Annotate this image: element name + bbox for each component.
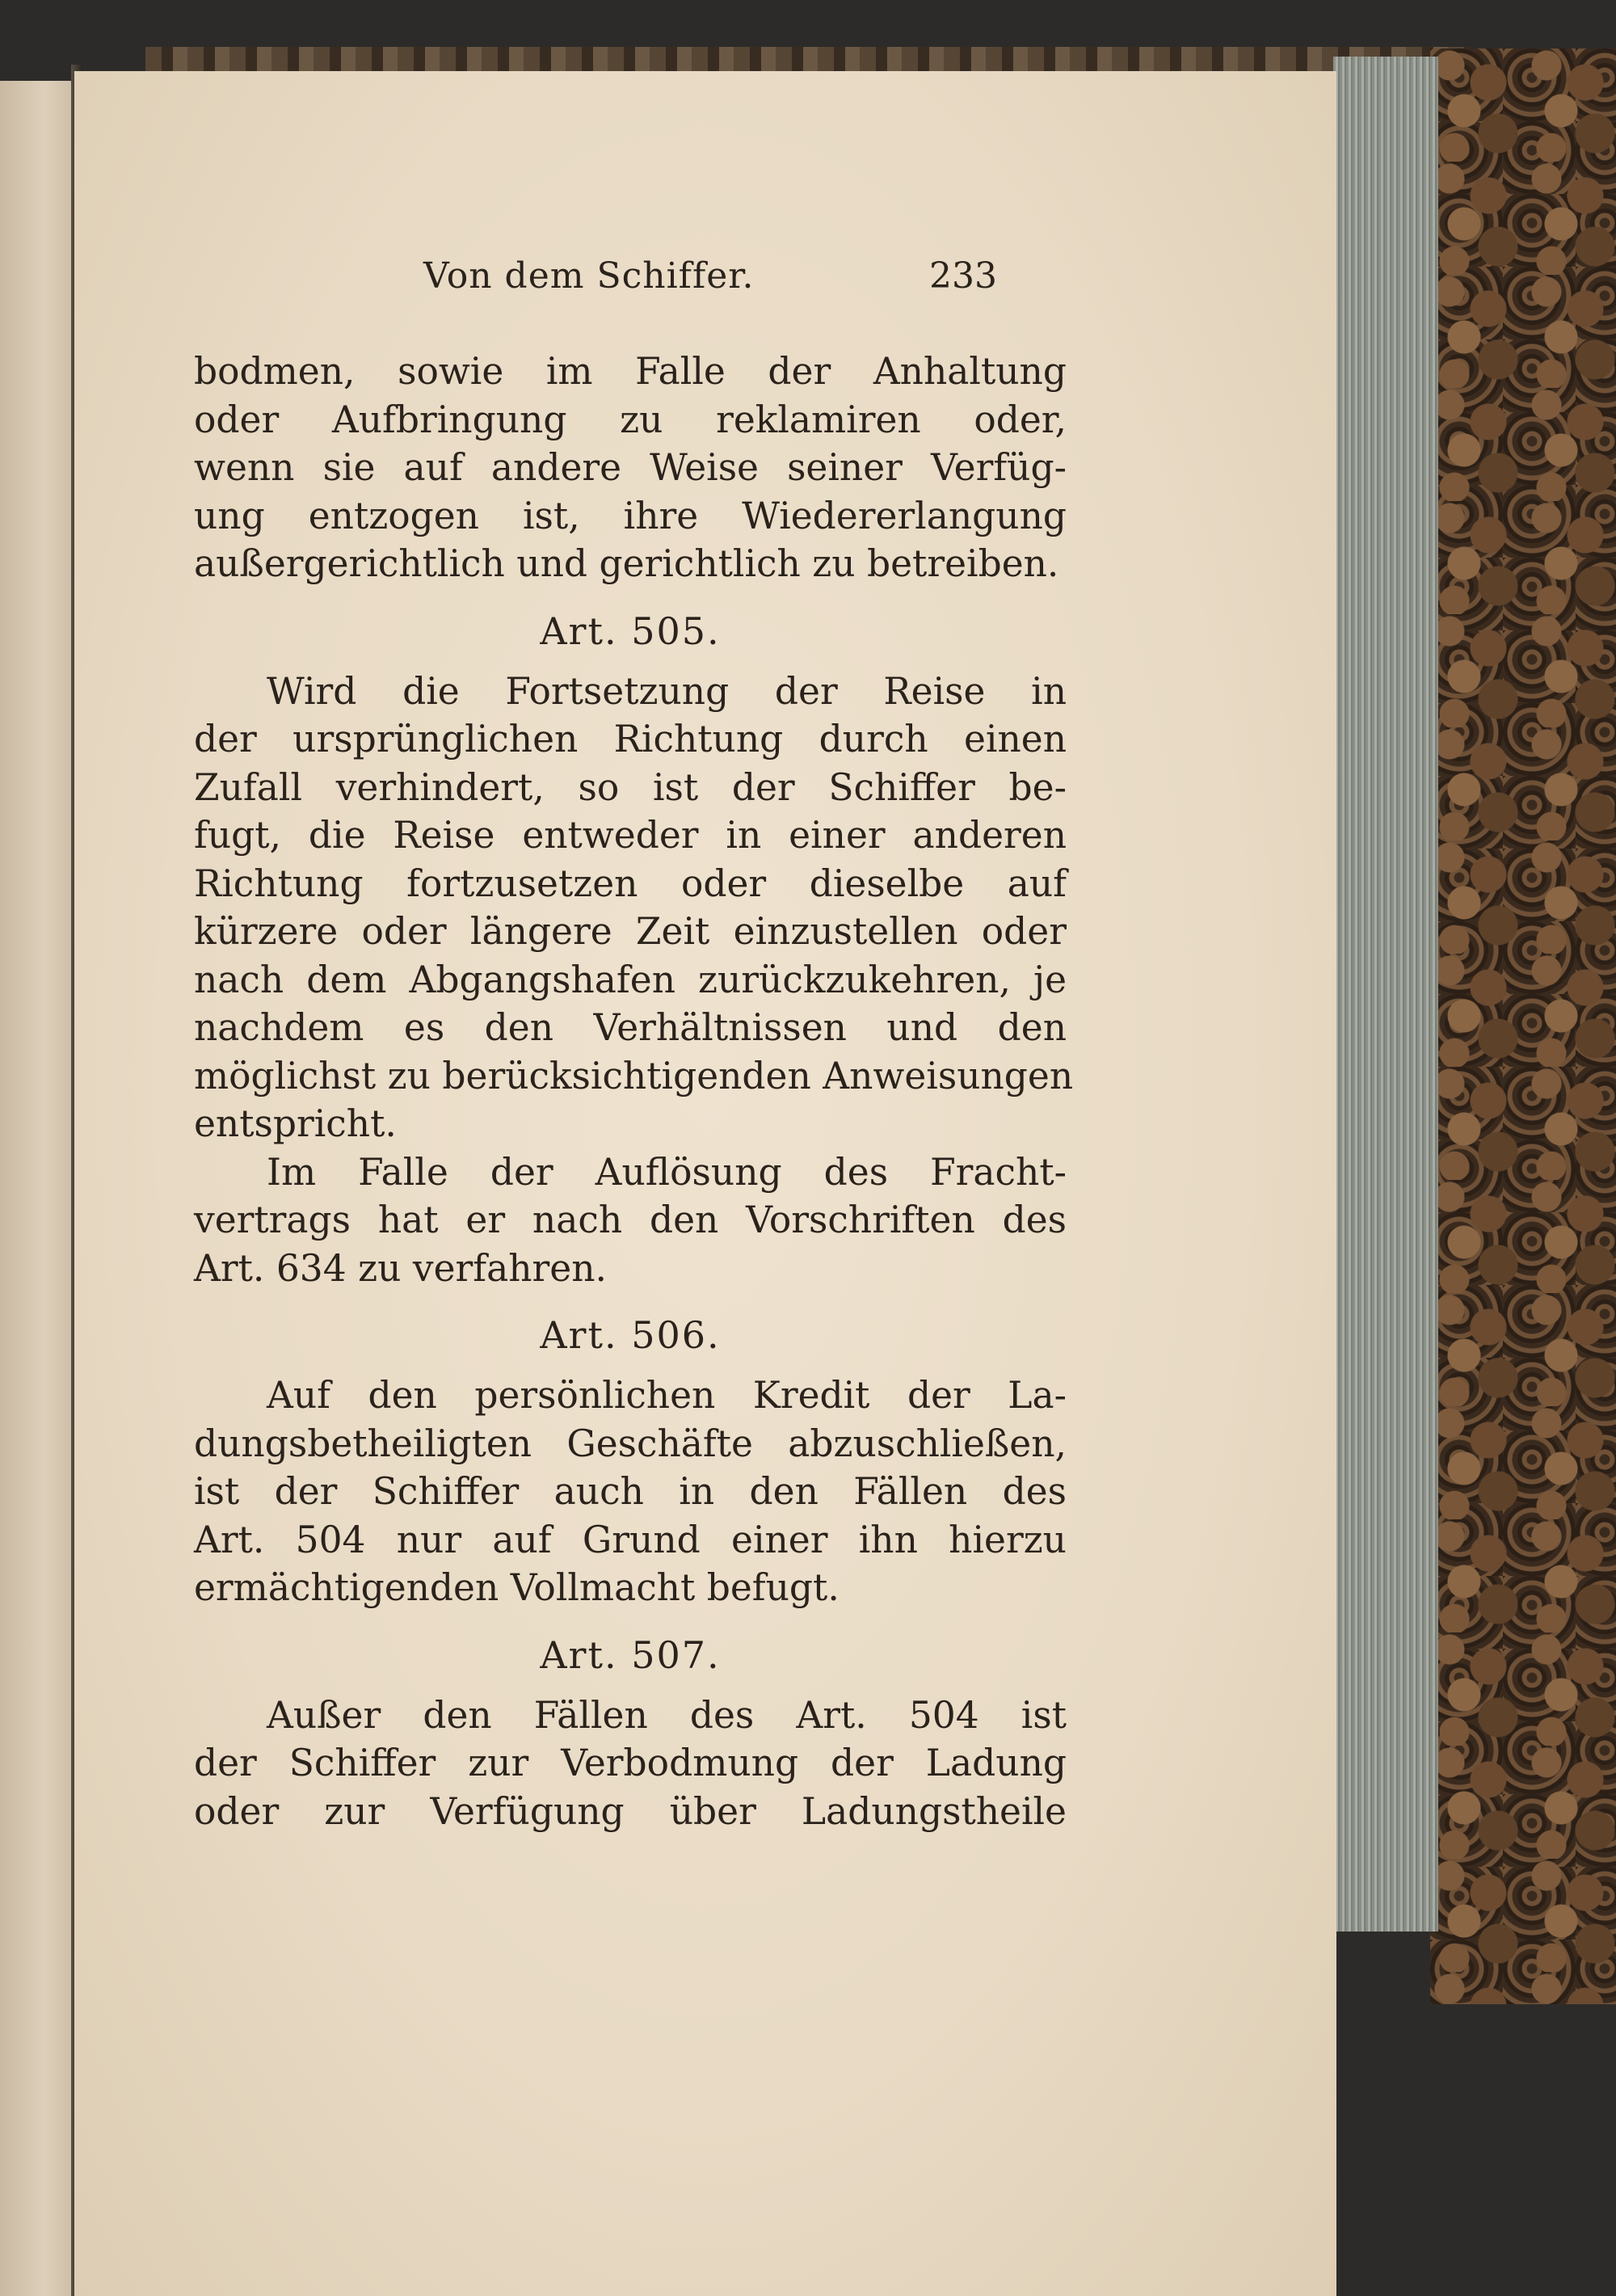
text-line: Im Falle der Auflösung des Fracht- xyxy=(267,1150,1067,1194)
book-page xyxy=(74,71,1336,2296)
body-text xyxy=(194,348,1074,1835)
text-line: kürzere oder längere Zeit einzustellen oder xyxy=(194,910,1067,953)
article-heading-506: Art. 506. xyxy=(540,1313,721,1357)
running-head xyxy=(74,255,1336,312)
text-line: ung entzogen ist, ihre Wiedererlangung xyxy=(194,494,1067,537)
page-edges xyxy=(1333,57,1438,1932)
text-line: Art. 504 nur auf Grund einer ihn hierzu xyxy=(194,1518,1067,1561)
text-line: bodmen, sowie im Falle der Anhaltung xyxy=(194,350,1067,393)
text-line: Art. 634 zu verfahren. xyxy=(194,1246,607,1290)
text-line: der Schiffer zur Verbodmung der Ladung xyxy=(194,1742,1067,1784)
text-line: Wird die Fortsetzung der Reise in xyxy=(267,669,1067,713)
text-line: Auf den persönlichen Kredit der La- xyxy=(267,1374,1067,1417)
text-line: nachdem es den Verhältnissen und den xyxy=(194,1006,1067,1049)
text-line: nach dem Abgangshafen zurückzukehren, je xyxy=(194,958,1067,1001)
running-head-title: Von dem Schiffer. xyxy=(423,255,755,297)
text-line: entspricht. xyxy=(194,1102,397,1145)
article-heading-507: Art. 507. xyxy=(540,1632,721,1677)
text-line: der ursprünglichen Richtung durch einen xyxy=(194,718,1067,760)
page-number: 233 xyxy=(929,255,997,297)
text-line: möglichst zu berücksichtigenden Anweisungen xyxy=(194,1054,1074,1097)
text-line: Richtung fortzusetzen oder dieselbe auf xyxy=(194,862,1067,905)
text-line: fugt, die Reise entweder in einer anderen xyxy=(194,814,1067,857)
text-line: oder zur Verfügung über Ladungstheile xyxy=(194,1789,1067,1833)
article-heading-505: Art. 505. xyxy=(540,609,721,653)
text-line: wenn sie auf andere Weise seiner Verfüg- xyxy=(194,446,1067,489)
text-line: dungsbetheiligten Geschäfte abzuschließen, xyxy=(194,1422,1067,1465)
text-line: ist der Schiffer auch in den Fällen des xyxy=(194,1470,1067,1513)
text-line: oder Aufbringung zu reklamiren oder, xyxy=(194,398,1067,441)
text-line: vertrags hat er nach den Vorschriften des xyxy=(194,1199,1067,1241)
text-line: Außer den Fällen des Art. 504 ist xyxy=(267,1693,1067,1737)
text-line: ermächtigenden Vollmacht befugt. xyxy=(194,1566,840,1609)
text-line: außergerichtlich und gerichtlich zu betreiben. xyxy=(194,542,1059,585)
text-line: Zufall verhindert, so ist der Schiffer be- xyxy=(194,765,1067,809)
marbled-cover xyxy=(1430,48,1616,2004)
facing-page-edge xyxy=(0,81,74,2296)
